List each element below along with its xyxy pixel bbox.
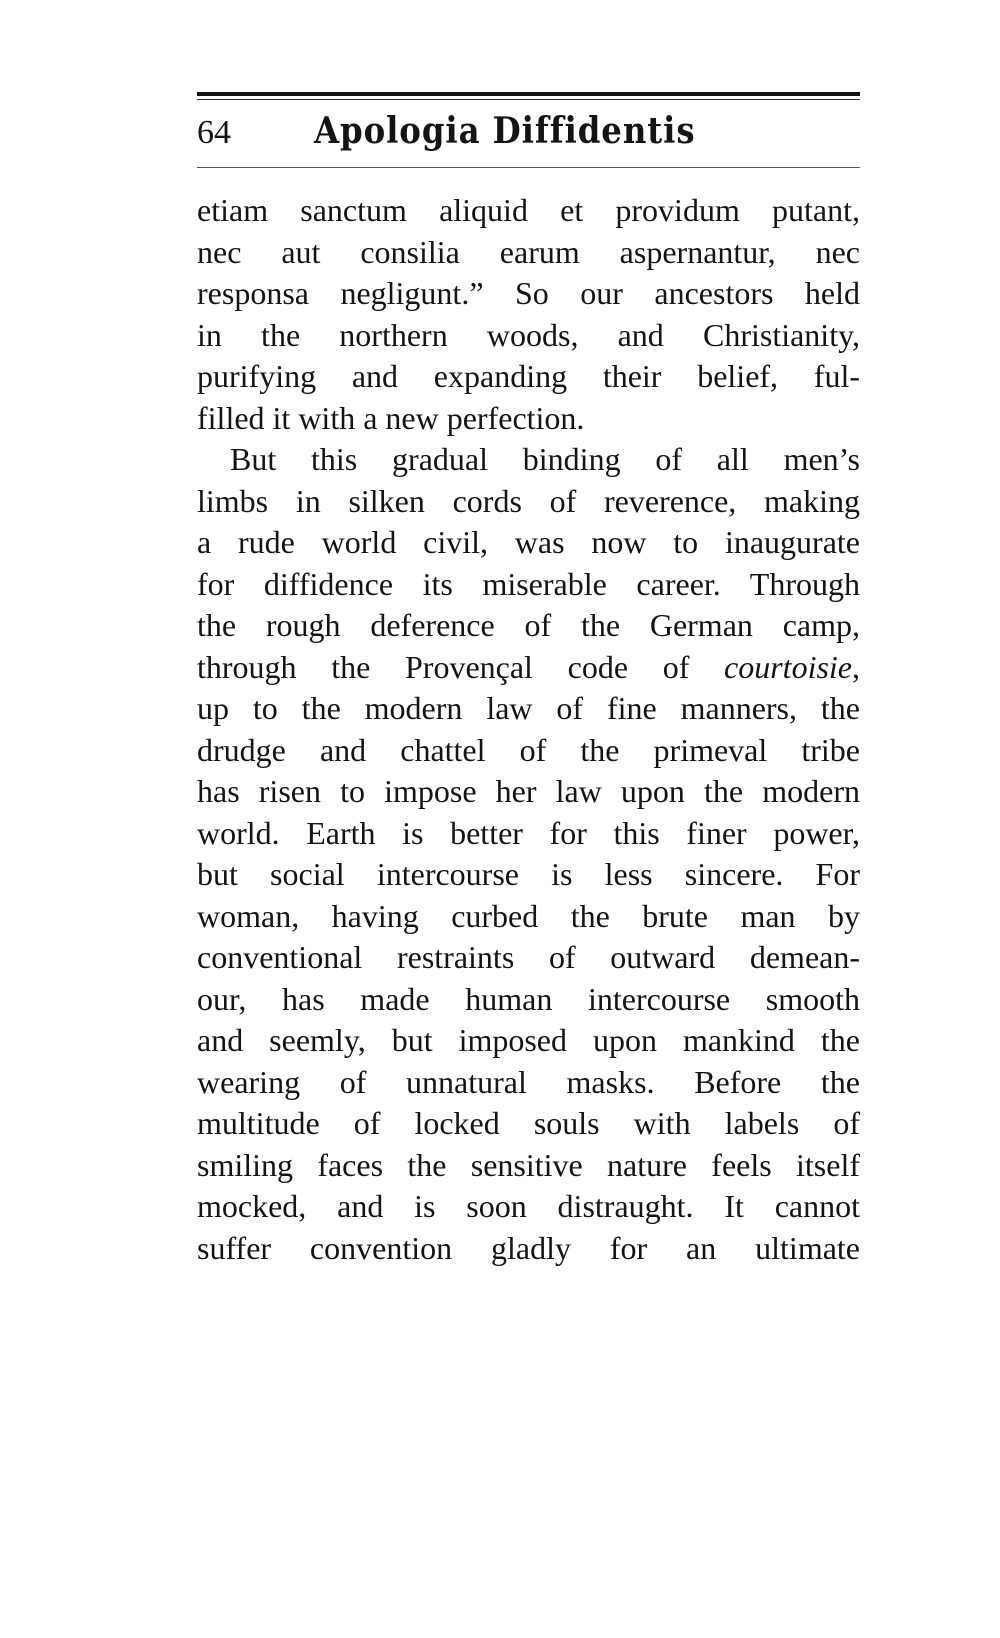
- text-line: our, has made human intercourse smooth: [197, 980, 860, 1017]
- italic-word: courtoisie: [724, 648, 852, 685]
- text-line: smiling faces the sensitive nature feels itself: [197, 1146, 860, 1183]
- text-line: has risen to impose her law upon the modern: [197, 773, 860, 809]
- text-line: mocked, and is soon distraught. It cannot: [197, 1188, 860, 1224]
- text-line: and seemly, but imposed upon mankind the: [197, 1022, 860, 1058]
- running-title: Apologia Diffidentis: [314, 110, 696, 152]
- text-line: limbs in silken cords of reverence, making: [197, 482, 860, 519]
- page-header: [197, 106, 860, 166]
- header-rule-thick: [197, 92, 860, 96]
- body-text: [197, 190, 860, 1269]
- text-line: world. Earth is better for this finer power,: [197, 814, 860, 851]
- text-line: wearing of unnatural masks. Before the: [197, 1063, 860, 1100]
- text-line: a rude world civil, was now to inaugurate: [197, 524, 860, 560]
- text-line: [197, 647, 860, 689]
- text-line: up to the modern law of fine manners, the: [197, 690, 860, 726]
- text-line: nec aut consilia earum aspernantur, nec: [197, 233, 860, 270]
- header-bottom-rule: [197, 167, 860, 168]
- text-segment: through the Provençal code of: [197, 648, 725, 685]
- text-line: drudge and chattel of the primeval tribe: [197, 731, 860, 768]
- text-segment: ,: [852, 648, 860, 685]
- text-line: but social intercourse is less sincere. For: [197, 856, 860, 892]
- text-line: woman, having curbed the brute man by: [197, 897, 860, 934]
- text-line: in the northern woods, and Christianity,: [197, 316, 860, 353]
- text-line: conventional restraints of outward demean-: [197, 939, 860, 975]
- text-line: suffer convention gladly for an ultimate: [197, 1229, 860, 1266]
- text-line: But this gradual binding of all men’s: [230, 441, 860, 477]
- header-rule-thin: [197, 99, 860, 100]
- text-line: the rough deference of the German camp,: [197, 607, 860, 643]
- text-line: purifying and expanding their belief, ful-: [197, 358, 860, 394]
- text-line: etiam sanctum aliquid et providum putant,: [197, 192, 860, 228]
- text-line: responsa negligunt.” So our ancestors held: [197, 275, 860, 311]
- text-line: multitude of locked souls with labels of: [197, 1105, 860, 1141]
- text-line: filled it with a new perfection.: [197, 399, 585, 436]
- text-line: for diffidence its miserable career. Through: [197, 565, 860, 602]
- page-number: 64: [197, 114, 231, 151]
